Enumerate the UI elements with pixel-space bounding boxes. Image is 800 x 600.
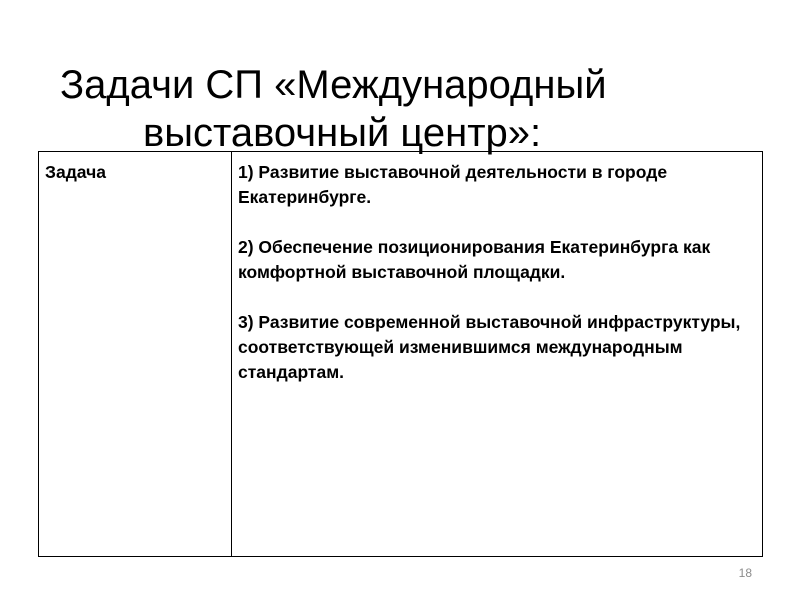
slide-title (0, 61, 800, 157)
slide-title-line-2: выставочный центр»: (143, 110, 542, 155)
page-number: 18 (738, 566, 752, 580)
slide-title-line-1: Задачи СП «Международный (60, 62, 607, 107)
task-items-cell (232, 152, 763, 557)
table-row (39, 152, 763, 557)
tasks-table (38, 151, 763, 557)
task-item-2: 2) Обеспечение позиционирования Екатеринбурга как комфортной выставочной площадки. (238, 237, 711, 282)
task-item-3: 3) Развитие современной выставочной инфраструктуры, соответствующей изменившимся международным стандартам. (238, 312, 741, 382)
task-item-1: 1) Развитие выставочной деятельности в городе Екатеринбурге. (238, 162, 668, 207)
task-label: Задача (45, 162, 106, 182)
task-label-cell (39, 152, 232, 557)
